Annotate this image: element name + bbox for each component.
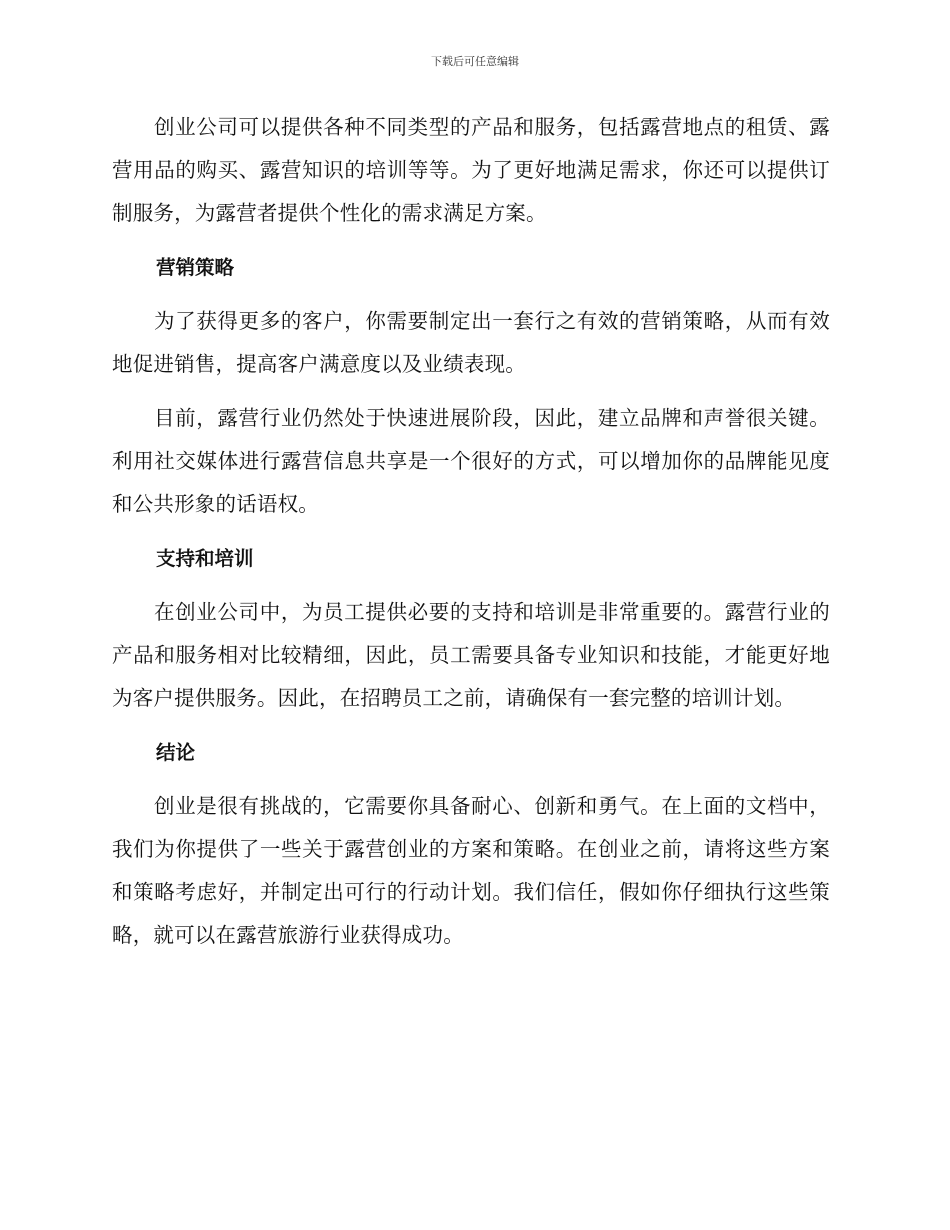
paragraph-conclusion: 创业是很有挑战的，它需要你具备耐心、创新和勇气。在上面的文档中，我们为你提供了一些关于露营创业的方案和策略。在创业之前，请将这些方案和策略考虑好，并制定出可行的行动计划。我们信任，假如你仔细执行这些策略，就可以在露营旅游行业获得成功。 [112,794,830,947]
heading-marketing-strategy: 营销策略 [156,256,235,279]
document-body [112,106,830,968]
paragraph-brand-social-media: 目前，露营行业仍然处于快速进展阶段，因此，建立品牌和声誉很关键。利用社交媒体进行露营信息共享是一个很好的方式，可以增加你的品牌能见度和公共形象的话语权。 [112,406,830,516]
paragraph-employee-training: 在创业公司中，为员工提供必要的支持和培训是非常重要的。露营行业的产品和服务相对比较精细，因此，员工需要具备专业知识和技能，才能更好地为客户提供服务。因此，在招聘员工之前，请确保有一套完整的培训计划。 [112,600,830,710]
page-header-note: 下载后可任意编辑 [431,55,519,68]
paragraph-products-services: 创业公司可以提供各种不同类型的产品和服务，包括露营地点的租赁、露营用品的购买、露营知识的培训等等。为了更好地满足需求，你还可以提供订制服务，为露营者提供个性化的需求满足方案。 [112,115,830,225]
paragraph-marketing-goal: 为了获得更多的客户，你需要制定出一套行之有效的营销策略，从而有效地促进销售，提高客户满意度以及业绩表现。 [112,309,830,376]
heading-conclusion: 结论 [156,741,196,764]
heading-support-training: 支持和培训 [156,547,254,570]
